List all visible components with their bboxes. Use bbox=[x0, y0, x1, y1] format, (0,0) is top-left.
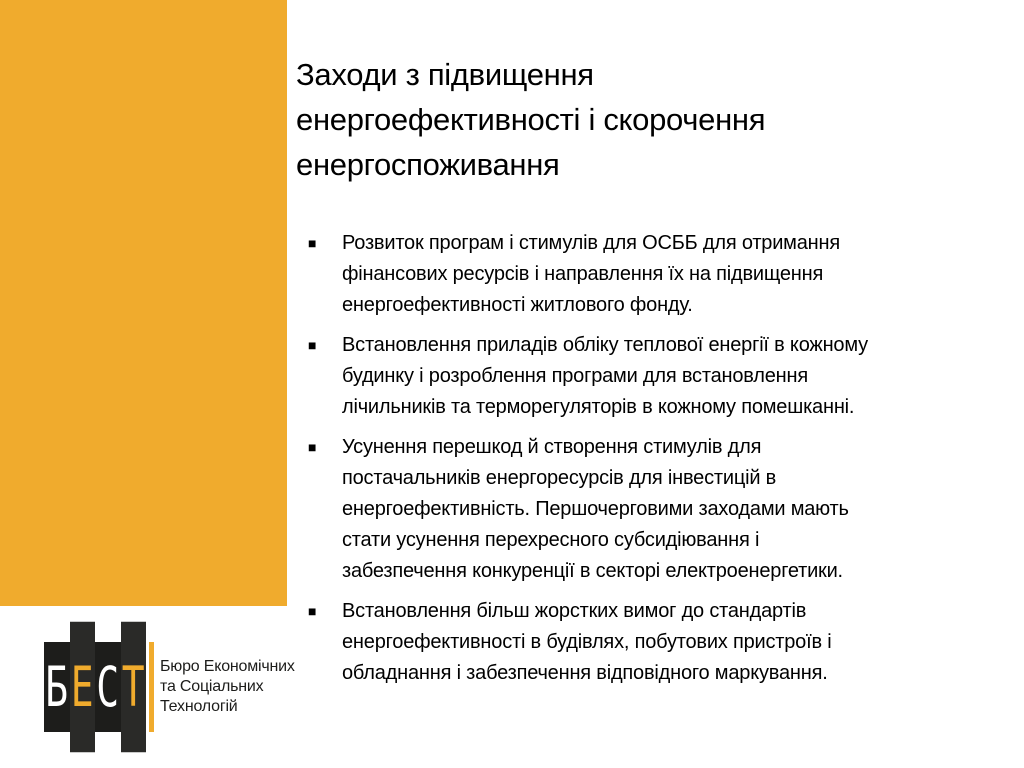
bullet-text: Встановлення більш жорстких вимог до стандартів енергоефективності в будівлях, побутових пристроїв і обладнання і забезпечення відповідного маркування. bbox=[342, 600, 832, 684]
slide-title: Заходи з підвищення енергоефективності і скорочення енергоспоживання bbox=[296, 57, 766, 182]
logo-organization-name: Бюро Економічних та Соціальних Технологій bbox=[160, 658, 295, 715]
bullet-text: Усунення перешкод й створення стимулів для постачальників енергоресурсів для інвестицій в енергоефективність. Першочерговими заходами мають стати усунення перехресного субсидіювання і забезпечення конкуренції в секторі електроенергетики. bbox=[342, 436, 849, 582]
square-bullet-icon: ■ bbox=[308, 235, 317, 251]
logo-divider bbox=[149, 642, 154, 732]
accent-sidebar-band bbox=[0, 0, 287, 606]
logo-letter: Б bbox=[45, 655, 69, 719]
best-logo bbox=[44, 642, 295, 732]
list-item bbox=[308, 330, 948, 423]
square-bullet-icon: ■ bbox=[308, 439, 317, 455]
logo-letter: С bbox=[96, 655, 120, 719]
list-item bbox=[308, 228, 948, 321]
square-bullet-icon: ■ bbox=[308, 603, 317, 619]
list-item bbox=[308, 596, 948, 689]
logo-letter-blocks bbox=[44, 642, 146, 732]
square-bullet-icon: ■ bbox=[308, 337, 317, 353]
bullet-text: Встановлення приладів обліку теплової енергії в кожному будинку і розроблення програми для встановлення лічильників та терморегуляторів в кожному помешканні. bbox=[342, 334, 868, 418]
bullet-list bbox=[308, 228, 948, 698]
logo-letter: Е bbox=[70, 622, 96, 753]
bullet-text: Розвиток програм і стимулів для ОСББ для отримання фінансових ресурсів і направлення їх на підвищення енергоефективності житлового фонду. bbox=[342, 232, 840, 316]
logo-letter: Т bbox=[121, 622, 147, 753]
list-item bbox=[308, 432, 948, 587]
